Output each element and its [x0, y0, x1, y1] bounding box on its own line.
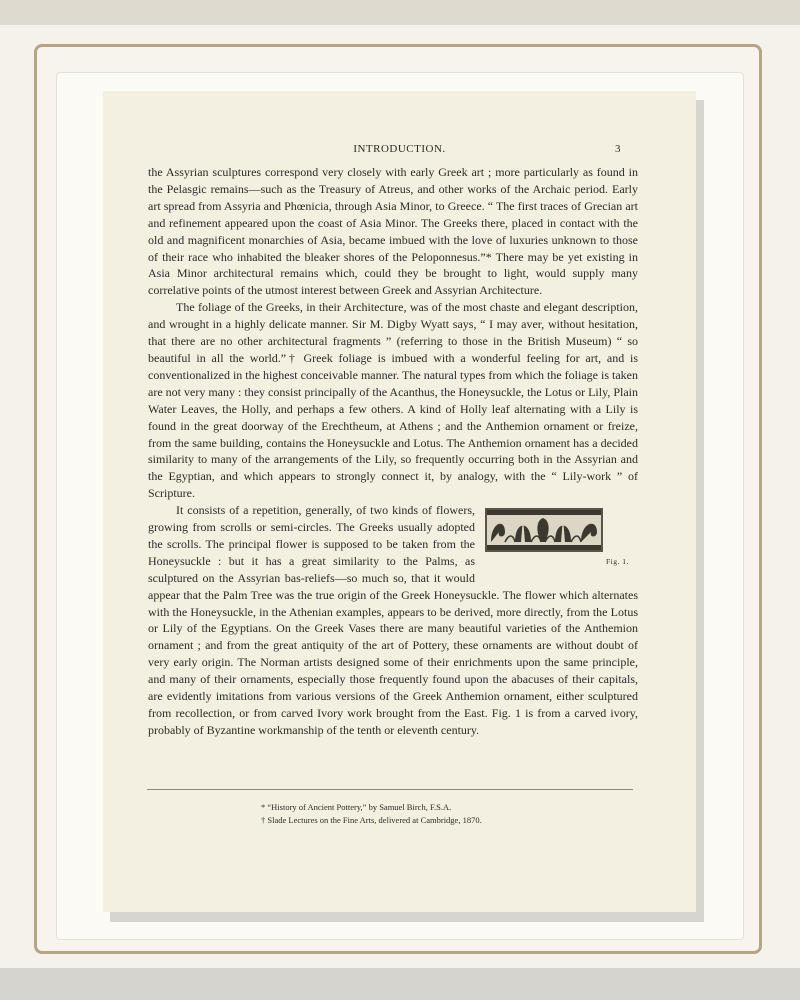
figure-caption: Fig. 1. [606, 557, 629, 567]
paragraph-2: The foliage of the Greeks, in their Architecture, was of the most chaste and elegant description, and wrought in a highly delicate manner. Sir M. Digby Wyatt says, “ I may aver, without hesitation, that there are no other architectural fragments ” (referring to those in the British Museum) “ so beautiful in all the world.”† Greek foliage is imbued with a wonderful feeling for art, and is conventionalized in the highest conceivable manner. The natural types from which the foliage is taken are not very many : they consist principally of the Acanthus, the Honeysuckle, the Lotus or Lily, Plain Water Leaves, the Holly, and perhaps a few others. A kind of Holly leaf alternating with a Lily is found in the great doorway of the Erechtheum, at Athens ; and the Anthemion ornament or freize, from the same building, contains the Honeysuckle and Lotus. The Anthemion ornament has a decided similarity to many of the arrangements of the Lily, so frequently occurring both in the Assyrian and the Egyptian, and which appears to strongly connect it, by analogy, with the “ Lily-work ” of Scripture. [148, 300, 638, 501]
footnote-rule [147, 789, 633, 790]
footnotes [261, 801, 621, 827]
book-page [103, 91, 696, 912]
top-band [0, 0, 800, 25]
footnote-2: † Slade Lectures on the Fine Arts, delivered at Cambridge, 1870. [261, 815, 482, 825]
running-head [103, 143, 696, 159]
paragraph-3: It consists of a repetition, generally, of two kinds of flowers, growing from scrolls or semi-circles. The Greeks usually adopted the scrolls. The principal flower is supposed to be taken from the Honeysuckle : but it has a great similarity to the Palms, as sculptured on the Assyrian bas-reliefs—so much so, that it would appear that the Palm Tree was the true origin of the Greek Honeysuckle. The flower which alternates with the Honeysuckle, in the Athenian examples, appears to be derived, more directly, from the Lotus or Lily of the Egyptians. On the Greek Vases there are many beautiful varieties of the Anthemion ornament ; and from the great antiquity of the art of Pottery, these ornaments are without doubt of very early origin. The Norman artists designed some of their enrichments upon the same principle, and many of their ornaments, especially those frequently found upon the abacuses of their capitals, are evidently imitations from various versions of the Greek Anthemion ornament, either sculptured from recollection, or from carved Ivory work brought from the East. Fig. 1 is from a carved ivory, probably of Byzantine workmanship of the tenth or eleventh century. [148, 503, 638, 737]
running-head-title: INTRODUCTION. [353, 143, 446, 155]
body-text [148, 164, 638, 739]
paragraph-1: the Assyrian sculptures correspond very closely with early Greek art ; more particularly as found in the Pelasgic remains—such as the Treasury of Atreus, and other works of the Archaic period. Early art spread from Assyria and Phœnicia, through Asia Minor, to Greece. “ The first traces of Grecian art and refinement appeared upon the coast of Asia Minor. The Greeks there, placed in contact with the old and magnificent monarchies of Asia, became imbued with the love of luxuries unknown to those of their race who inhabited the bleaker shores of the Peloponnesus.”* There may be yet existing in Asia Minor architectural remains which, could they be brought to light, would supply many correlative points of the utmost interest between Greek and Assyrian Architecture. [148, 165, 638, 298]
bottom-band [0, 968, 800, 1000]
page-number: 3 [615, 143, 621, 155]
figure-1 [483, 508, 638, 570]
anthemion-ornament-illustration [485, 508, 603, 552]
footnote-1: * “History of Ancient Pottery,” by Samuel Birch, F.S.A. [261, 802, 452, 812]
